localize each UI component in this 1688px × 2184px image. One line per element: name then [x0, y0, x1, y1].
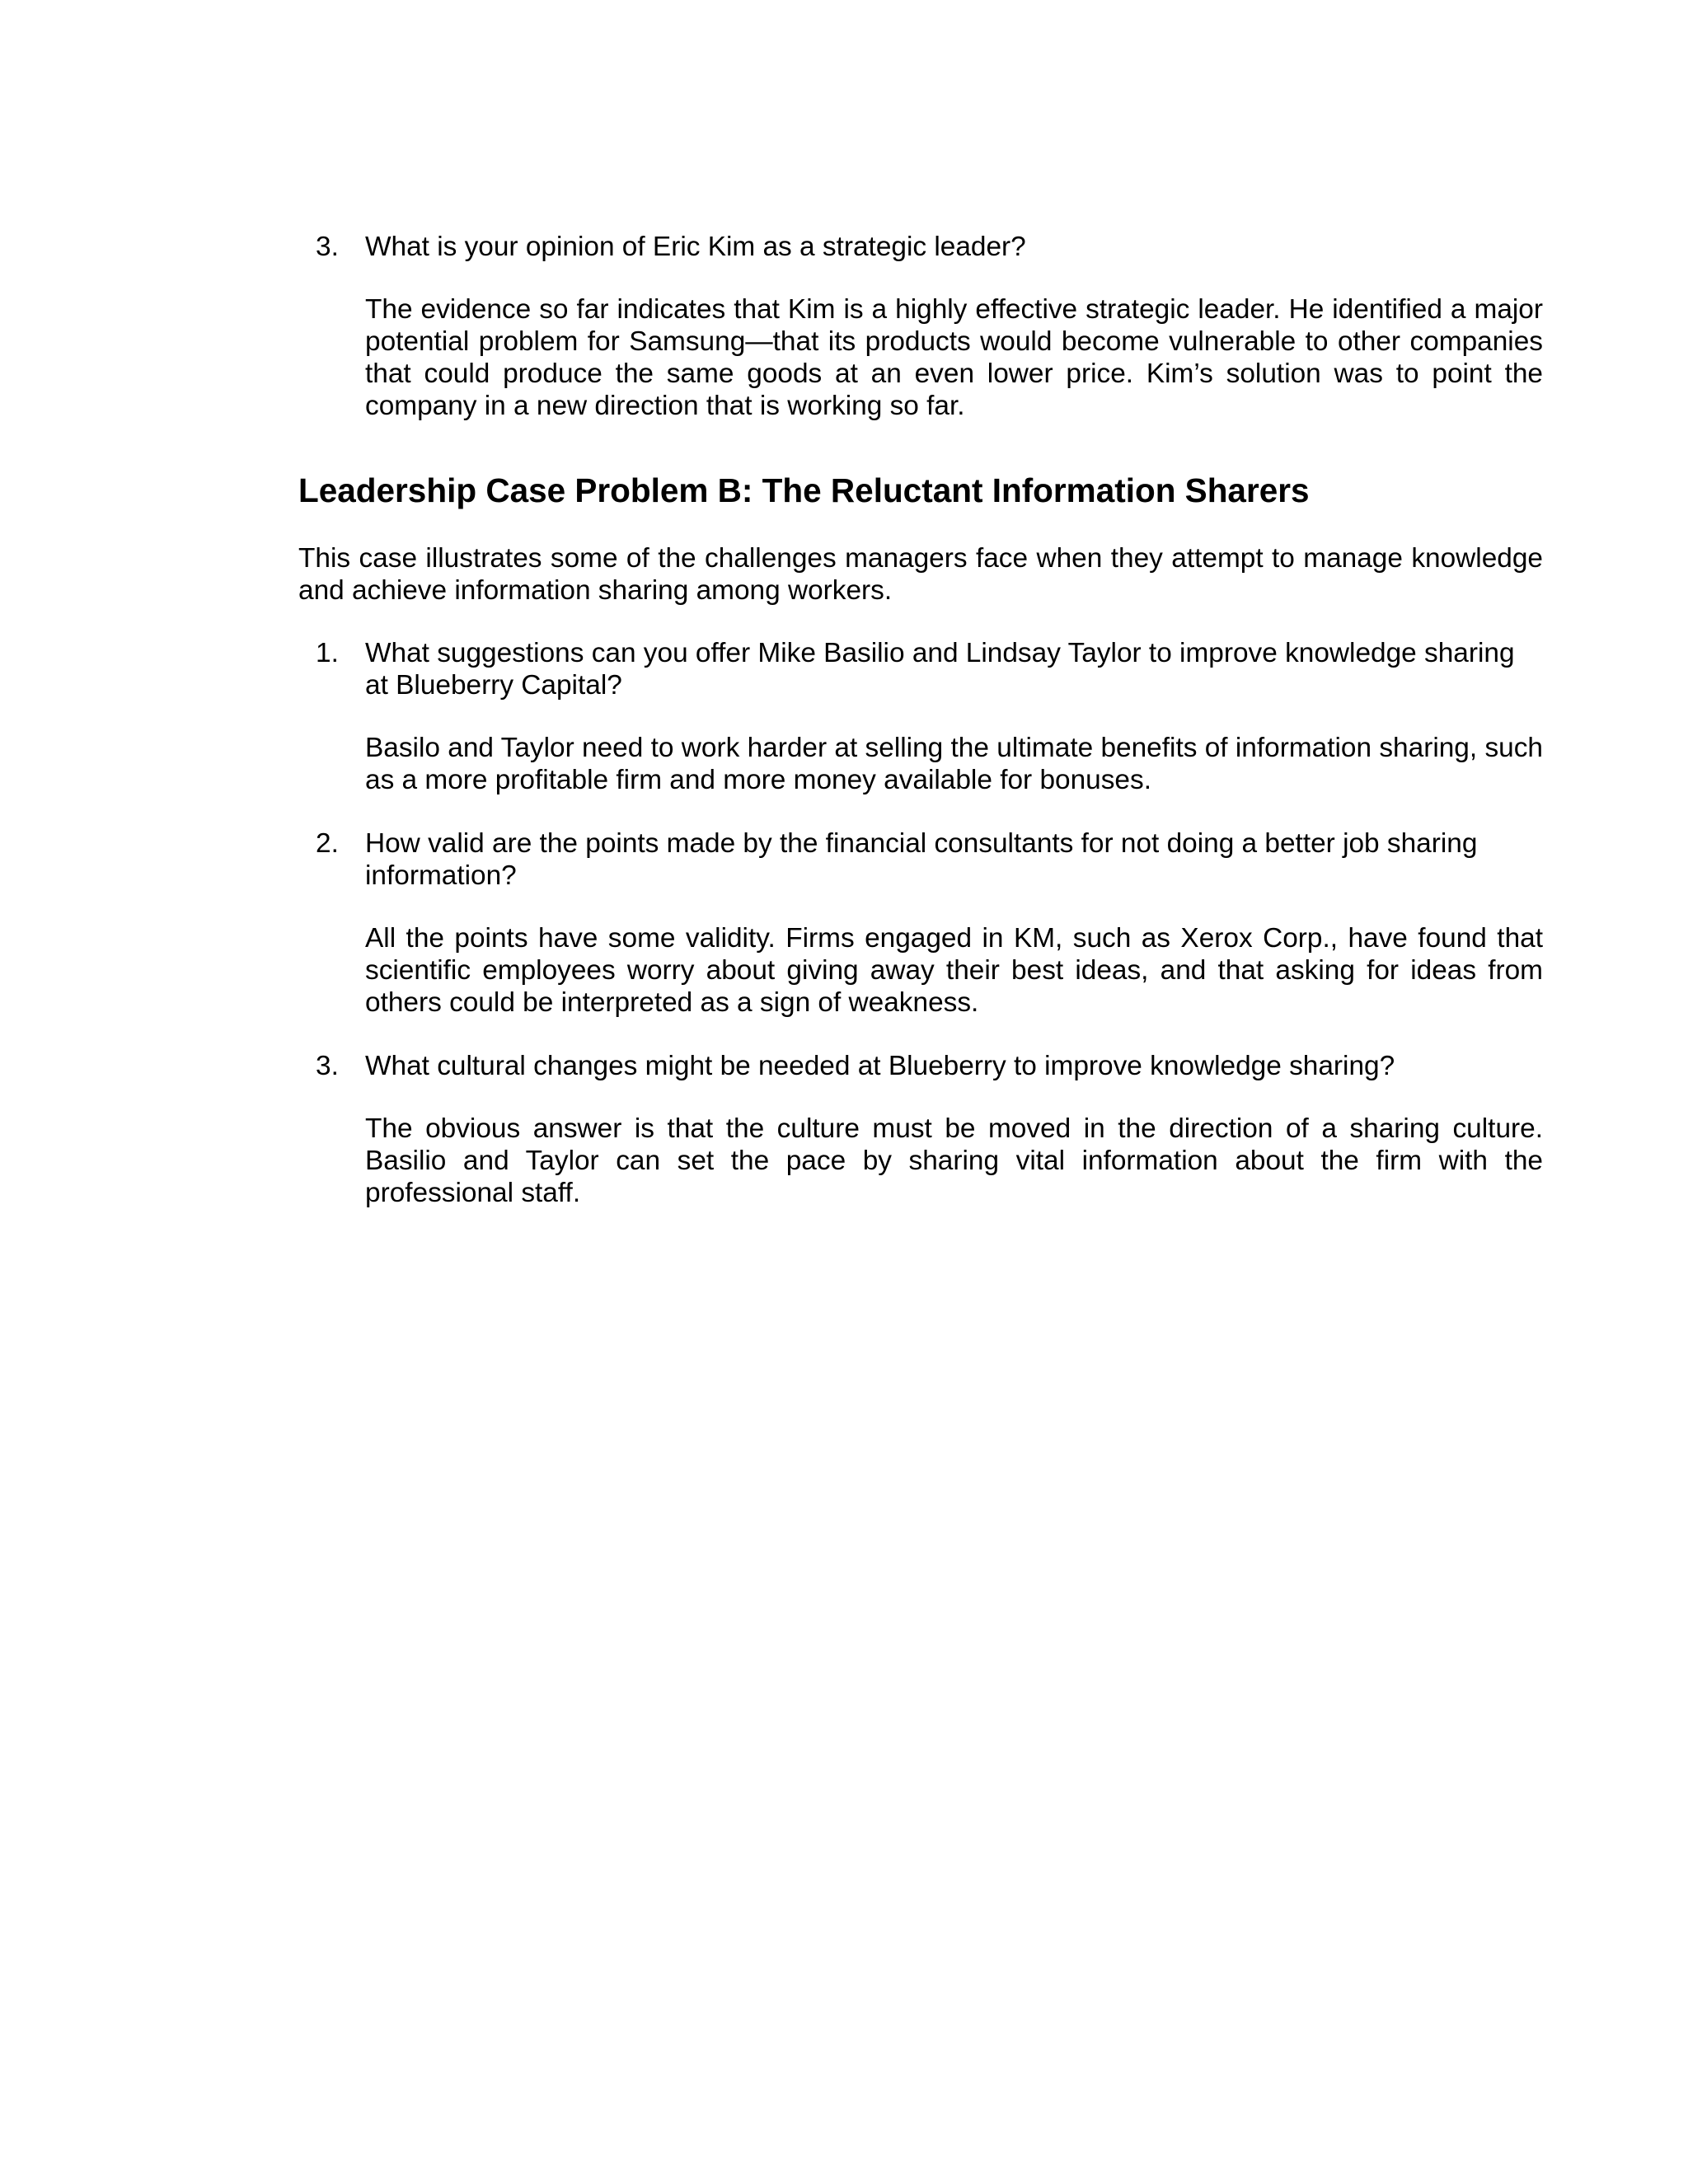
answer-text: Basilo and Taylor need to work harder at selling the ultimate benefits of information sharing, such as a more profitable firm and more money available for bonuses. [365, 733, 1543, 795]
item-number: 1. [316, 638, 339, 668]
document-page [298, 231, 1543, 1209]
question-text: What cultural changes might be needed at Blueberry to improve knowledge sharing? [365, 1051, 1395, 1081]
section-intro: This case illustrates some of the challenges managers face when they attempt to manage knowledge and achieve information sharing among workers. [298, 543, 1543, 606]
section-heading: Leadership Case Problem B: The Reluctant Information Sharers [298, 471, 1310, 509]
question-text: How valid are the points made by the financial consultants for not doing a better job sharing information? [365, 828, 1478, 891]
question-item-3 [298, 1050, 1543, 1209]
answer-text: The obvious answer is that the culture must be moved in the direction of a sharing culture. Basilio and Taylor can set the pace by sharing vital information about the firm with the professional staff. [365, 1113, 1543, 1208]
item-number: 3. [316, 232, 339, 262]
question-item-3-eric-kim [298, 231, 1543, 422]
answer-text: All the points have some validity. Firms engaged in KM, such as Xerox Corp., have found that scientific employees worry about giving away their best ideas, and that asking for ideas from others could be interpreted as a sign of weakness. [365, 923, 1543, 1018]
item-number: 3. [316, 1051, 339, 1081]
question-item-1 [298, 637, 1543, 796]
item-number: 2. [316, 828, 339, 859]
question-text: What is your opinion of Eric Kim as a strategic leader? [365, 232, 1026, 262]
question-item-2 [298, 827, 1543, 1019]
answer-text: The evidence so far indicates that Kim is a highly effective strategic leader. He identified a major potential problem for Samsung—that its products would become vulnerable to other companies that could produce the same goods at an even lower price. Kim’s solution was to point the company in a new direction that is working so far. [365, 294, 1543, 421]
question-text: What suggestions can you offer Mike Basilio and Lindsay Taylor to improve knowledge sharing at Blueberry Capital? [365, 638, 1515, 701]
